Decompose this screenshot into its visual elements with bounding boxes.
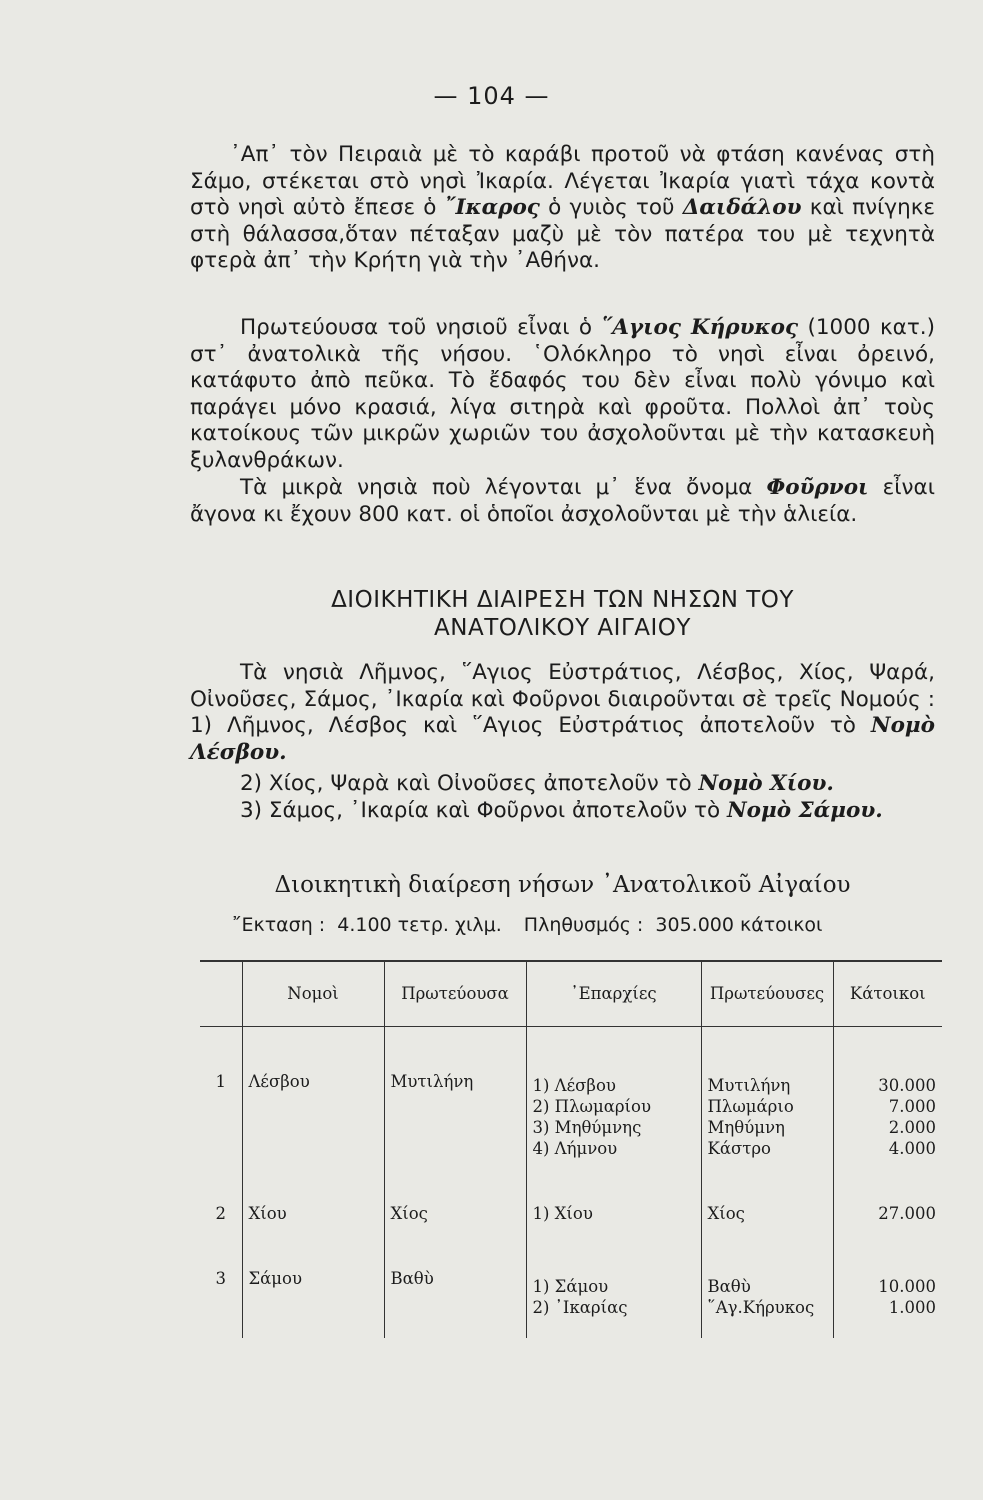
population: 1.000 xyxy=(888,1298,936,1317)
division-item-3: 3) Σάμος, ᾿Ικαρία καὶ Φοῦρνοι ἀποτελοῦν τὸ Νομὸ Σάμου. xyxy=(240,798,883,823)
province: 1) Χίου xyxy=(526,1203,701,1224)
province-capital: Μυτιλήνη xyxy=(707,1076,791,1095)
province-capital: Πλωμάριο xyxy=(707,1097,794,1116)
table-title: Διοικητικὴ διαίρεση νήσων ᾿Ανατολικοῦ Αἰγαίου xyxy=(274,872,851,898)
paragraph-fournoi: Τὰ μικρὰ νησιὰ ποὺ λέγονται μ᾿ ἕνα ὄνομα Φοῦρνοι εἶναι ἄγονα κι ἔχουν 800 κατ. οἱ ὁποῖοι ἀσχολοῦνται μὲ τὴν ἁλιεία. xyxy=(190,475,935,527)
population: 4.000 xyxy=(888,1139,936,1158)
division-item-2: 2) Χίος, Ψαρὰ καὶ Οἰνοῦσες ἀποτελοῦν τὸ Νομὸ Χίου. xyxy=(240,771,834,796)
population-list xyxy=(833,1268,942,1318)
nomos-capital: Χίος xyxy=(384,1203,526,1224)
province: 2) ᾿Ικαρίας xyxy=(532,1298,628,1317)
province-capital: ῞Αγ.Κήρυκος xyxy=(707,1298,815,1317)
nomos-name: Χίου xyxy=(242,1203,384,1224)
population: 27.000 xyxy=(833,1203,942,1224)
paragraph-division: Τὰ νησιὰ Λῆμνος, ῞Αγιος Εὐστράτιος, Λέσβος, Χίος, Ψαρά, Οἰνοῦσες, Σάμος, ᾿Ικαρία καὶ Φοῦρνοι διαιροῦνται σὲ τρεῖς Νομούς : 1) Λῆμνος, Λέσβος καὶ ῞Αγιος Εὐστράτιος ἀποτελοῦν τὸ Νομὸ Λέσβου. xyxy=(190,660,935,765)
nomos-capital: Βαθὺ xyxy=(384,1268,526,1318)
province-list xyxy=(526,1268,701,1318)
table-header-row xyxy=(200,961,942,1027)
nomos-name: Σάμου xyxy=(242,1268,384,1318)
header-prov-capitals: Πρωτεύουσες xyxy=(701,961,833,1027)
paragraph-ikaria-intro: ᾿Απ᾿ τὸν Πειραιὰ μὲ τὸ καράβι προτοῦ νὰ φτάση κανένας στὴ Σάμο, στέκεται στὸ νησὶ Ἰκαρία. Λέγεται Ἰκαρία γιατὶ τάχα κοντὰ στὸ νησὶ αὐτὸ ἔπεσε ὁ ῎Ικαρος ὁ γυιὸς τοῦ Δαιδάλου καὶ πνίγηκε στὴ θάλασσα,ὅταν πέταξαν μαζὺ μὲ τὸν πατέρα του μὲ τεχνητὰ φτερὰ ἀπ᾿ τὴν Κρήτη γιὰ τὴν ᾿Αθήνα. xyxy=(190,142,935,274)
table-row xyxy=(200,1203,942,1224)
page-number: — 104 — xyxy=(433,82,550,110)
header-capital: Πρωτεύουσα xyxy=(384,961,526,1027)
population: 30.000 xyxy=(878,1076,936,1095)
province: 2) Πλωμαρίου xyxy=(532,1097,651,1116)
area-value: 4.100 τετρ. χιλμ. xyxy=(337,914,502,936)
section-heading: ΔΙΟΙΚΗΤΙΚΗ ΔΙΑΙΡΕΣΗ ΤΩΝ ΝΗΣΩΝ ΤΟΥ ΑΝΑΤΟΛΙΚΟΥ ΑΙΓΑΙΟΥ xyxy=(331,587,794,641)
province-capital-list xyxy=(701,1071,833,1159)
table-row xyxy=(200,1071,942,1159)
population: 7.000 xyxy=(888,1097,936,1116)
row-number: 1 xyxy=(215,1072,226,1091)
header-nomoi: Νομοὶ xyxy=(242,961,384,1027)
row-number: 2 xyxy=(215,1204,226,1223)
population: 10.000 xyxy=(878,1277,936,1296)
nomos-capital: Μυτιλήνη xyxy=(384,1071,526,1159)
table-row xyxy=(200,1268,942,1318)
province-capital: Χίος xyxy=(701,1203,833,1224)
paragraph-capital: Πρωτεύουσα τοῦ νησιοῦ εἶναι ὁ ῞Αγιος Κήρυκος (1000 κατ.) στ᾿ ἀνατολικὰ τῆς νήσου. ῾Ολόκληρο τὸ νησὶ εἶναι ὀρεινό, κατάφυτο ἀπὸ πεῦκα. Τὸ ἔδαφός του δὲν εἶναι πολὺ γόνιμο καὶ παράγει μόνο κρασιά, λίγα σιτηρὰ καὶ φροῦτα. Πολλοὶ ἀπ᾿ τοὺς κατοίκους τῶν μικρῶν χωριῶν του ἀσχολοῦνται μὲ τὴν κατασκευὴ ξυλανθράκων. xyxy=(190,315,935,473)
province: 1) Λέσβου xyxy=(532,1076,616,1095)
population-list xyxy=(833,1071,942,1159)
province: 1) Σάμου xyxy=(532,1277,609,1296)
nomos-name: Λέσβου xyxy=(242,1071,384,1159)
administrative-table xyxy=(200,960,942,1338)
header-population: Κάτοικοι xyxy=(833,961,942,1027)
area-label: ῎Εκταση : xyxy=(232,914,326,936)
province-capital: Βαθὺ xyxy=(707,1277,751,1296)
row-number: 3 xyxy=(215,1269,226,1288)
province: 4) Λήμνου xyxy=(532,1139,618,1158)
province-capital-list xyxy=(701,1268,833,1318)
header-number xyxy=(200,961,242,1027)
province-list xyxy=(526,1071,701,1159)
table-subtitle xyxy=(190,914,935,936)
population-value: 305.000 κάτοικοι xyxy=(655,914,823,936)
population-label: Πληθυσμός : xyxy=(523,914,644,936)
province: 3) Μηθύμνης xyxy=(532,1118,642,1137)
province-capital: Μηθύμνη xyxy=(707,1118,785,1137)
province-capital: Κάστρο xyxy=(707,1139,771,1158)
header-provinces: ᾿Επαρχίες xyxy=(526,961,701,1027)
population: 2.000 xyxy=(888,1118,936,1137)
